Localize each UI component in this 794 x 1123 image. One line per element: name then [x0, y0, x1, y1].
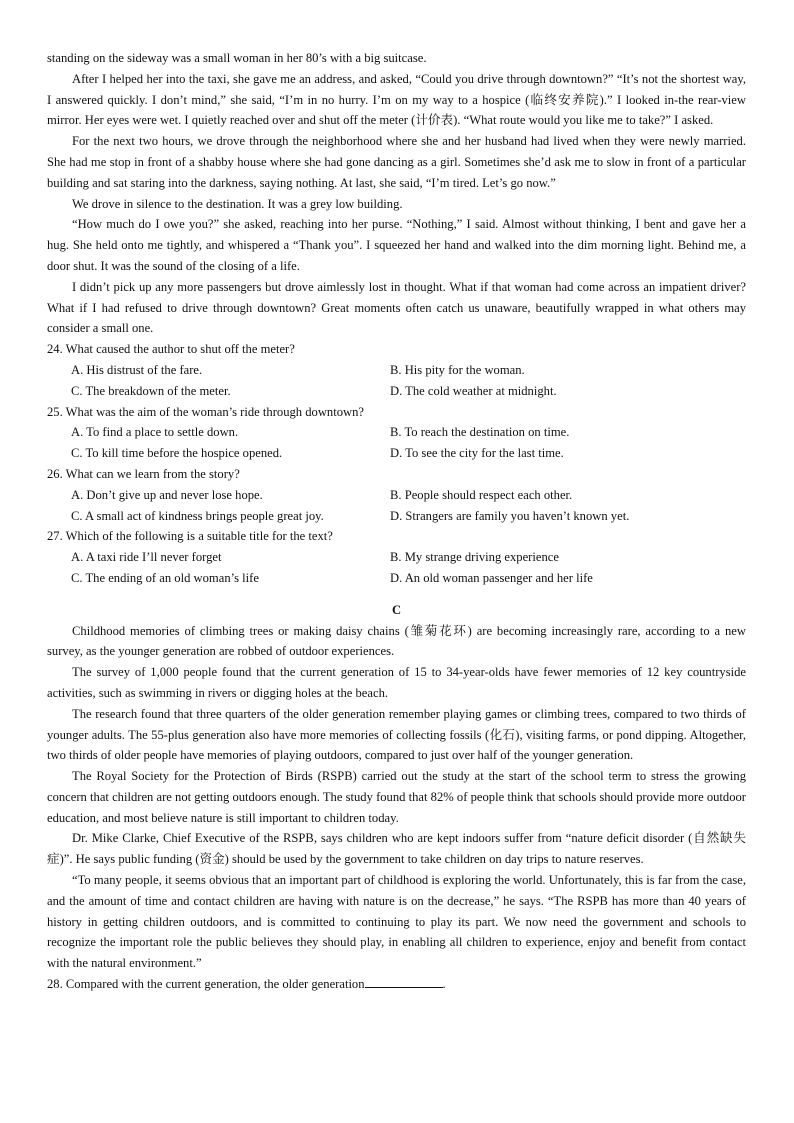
passage-c-paragraph: The survey of 1,000 people found that the current generation of 15 to 34-year-olds have fewer memories of 12 key countryside activities, such as swimming in rivers or digging holes at the beach. [47, 665, 746, 700]
question-stem: 24. What caused the author to shut off the meter? [47, 342, 295, 357]
answer-options [47, 360, 746, 402]
passage-b-paragraph: After I helped her into the taxi, she gave me an address, and asked, “Could you drive through downtown?” “It’s not the shortest way, I answered quickly. I don’t mind,” she said, “I’m in no hurry. I’m on my way to a hospice (临终安养院).” I looked in-the rear-view mirror. Her eyes were wet. I quietly reached over and shut off the meter (计价表). “What route would you like me to take?” I asked. [47, 71, 746, 128]
passage-c-paragraph: Dr. Mike Clarke, Chief Executive of the RSPB, says children who are kept indoors suffer from “nature deficit disorder (自然缺失症)”. He says public funding (资金) should be used by the government to take children on day trips to nature reserves. [47, 831, 746, 867]
option-c[interactable]: C. To kill time before the hospice opened. [71, 446, 283, 461]
option-d[interactable]: D. An old woman passenger and her life [390, 570, 593, 585]
question-stem: 27. Which of the following is a suitable title for the text? [47, 529, 333, 544]
question-26 [47, 464, 746, 526]
option-a[interactable]: A. To find a place to settle down. [71, 425, 239, 440]
option-c[interactable]: C. A small act of kindness brings people great joy. [71, 508, 324, 523]
section-heading: C [391, 602, 402, 617]
option-b[interactable]: B. His pity for the woman. [390, 362, 525, 377]
passage-c-paragraph: The research found that three quarters of the older generation remember playing games or climbing trees, compared to two thirds of younger adults. The 55-plus generation also have more memories of collecting fossils (化石), visiting farms, or pond dipping. Altogether, two thirds of older people have memories of playing outdoors, compared to just over half of the younger generation. [47, 706, 746, 763]
question-25 [47, 402, 746, 464]
passage-c-paragraph: “To many people, it seems obvious that an important part of childhood is exploring the world. Unfortunately, this is far from the case, and the amount of time and contact children are having with nature is on the decrease,” he says. “The RSPB has more than 40 years of history in getting children outdoors, and is committed to continuing to play its part. We now need the government and schools to recognize the important role the public believes they should play, in enabling all children to experience, enjoy and benefit from contact with the natural environment.” [47, 873, 746, 971]
passage-b-paragraph: “How much do I owe you?” she asked, reaching into her purse. “Nothing,” I said. Almost without thinking, I bent and gave her a hug. She held onto me tightly, and whispered a “Thank you”. I squeezed her hand and walked into the dim morning light. Behind me, a door shut. It was the sound of the closing of a life. [47, 217, 746, 273]
question-stem: 25. What was the aim of the woman’s ride through downtown? [47, 404, 364, 419]
question-28 [47, 974, 746, 995]
answer-options [47, 485, 746, 527]
answer-options [47, 422, 746, 464]
option-c[interactable]: C. The ending of an old woman’s life [71, 570, 259, 585]
passage-b-paragraph: standing on the sideway was a small woman in her 80’s with a big suitcase. [47, 51, 427, 65]
option-c[interactable]: C. The breakdown of the meter. [71, 383, 231, 398]
option-a[interactable]: A. Don’t give up and never lose hope. [71, 487, 263, 502]
exam-page [47, 48, 746, 995]
option-d[interactable]: D. Strangers are family you haven’t known yet. [390, 508, 630, 523]
answer-options [47, 547, 746, 589]
passage-b-paragraph: We drove in silence to the destination. It was a grey low building. [72, 196, 403, 211]
option-b[interactable]: B. My strange driving experience [390, 550, 559, 565]
question-end: . [442, 977, 446, 992]
question-27 [47, 526, 746, 588]
option-a[interactable]: A. A taxi ride I’ll never forget [71, 550, 222, 565]
passage-b-paragraph: I didn’t pick up any more passengers but drove aimlessly lost in thought. What if that woman had come across an impatient driver? What if I had refused to drive through downtown? Great moments often catch us unaware, beautifully wrapped in what others may consider a small one. [47, 279, 746, 336]
question-stem: 26. What can we learn from the story? [47, 466, 240, 481]
question-24 [47, 339, 746, 401]
passage-c-paragraph: The Royal Society for the Protection of Birds (RSPB) carried out the study at the start of the school term to stress the growing concern that children are not getting outdoors enough. The study found that 82% of people think that schools should provide more outdoor education, and most believe nature is still important to children today. [47, 769, 746, 825]
option-a[interactable]: A. His distrust of the fare. [71, 362, 203, 377]
option-d[interactable]: D. To see the city for the last time. [390, 446, 564, 461]
answer-blank[interactable] [365, 975, 443, 988]
passage-b-paragraph: For the next two hours, we drove through the neighborhood where she and her husband had lived when they were newly married. She had me stop in front of a shabby house where she had gone dancing as a girl. Sometimes she’d ask me to slow in front of a particular building and sat staring into the darkness, saying nothing. At last, she said, “I’m tired. Let’s go now.” [47, 134, 746, 190]
option-b[interactable]: B. People should respect each other. [390, 487, 573, 502]
passage-c-paragraph: Childhood memories of climbing trees or making daisy chains (雏菊花环) are becoming increasingly rare, according to a new survey, as the younger generation are robbed of outdoor experiences. [47, 623, 746, 659]
option-d[interactable]: D. The cold weather at midnight. [390, 383, 557, 398]
option-b[interactable]: B. To reach the destination on time. [390, 425, 570, 440]
question-stem: 28. Compared with the current generation, the older generation [47, 977, 365, 992]
